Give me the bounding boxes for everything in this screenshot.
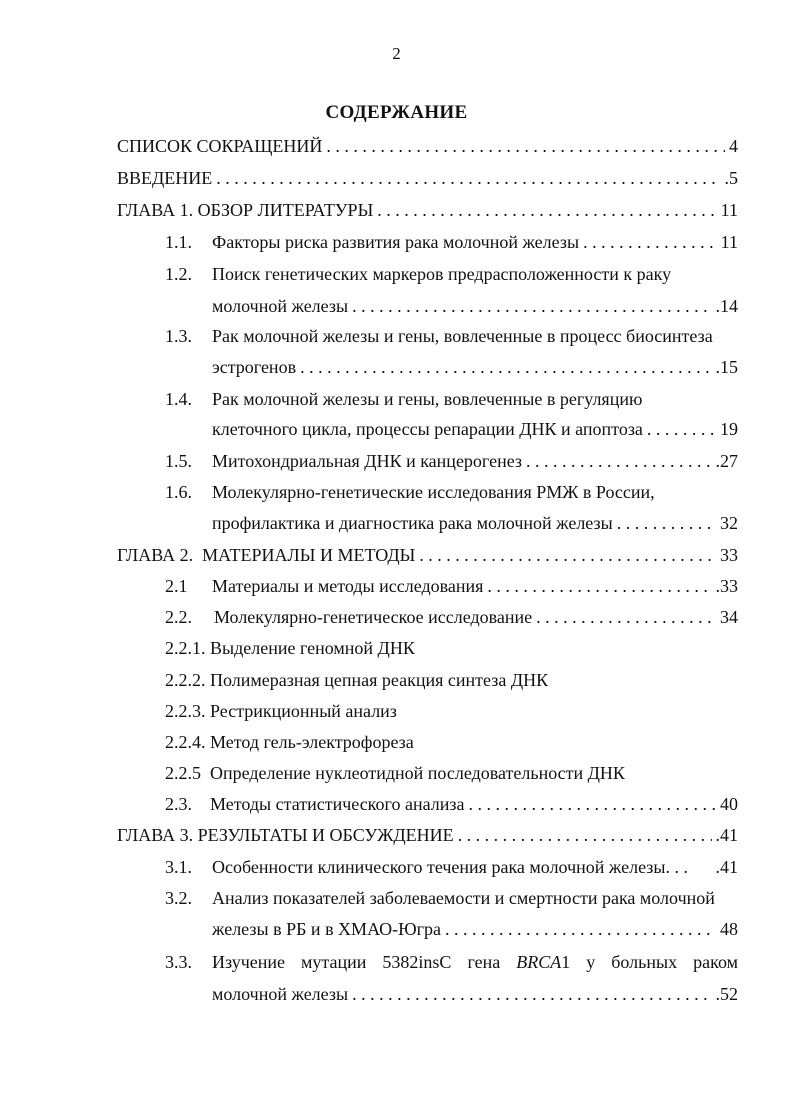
toc-page-number: .14 bbox=[715, 296, 738, 316]
toc-dot-leader bbox=[419, 546, 716, 564]
toc-page-number: .52 bbox=[715, 984, 738, 1004]
toc-page-number: .5 bbox=[724, 168, 738, 188]
toc-dot-leader bbox=[352, 985, 711, 1003]
toc-entry-line bbox=[212, 390, 738, 408]
toc-entry-text: Поиск генетических маркеров предрасположенности к раку bbox=[212, 264, 672, 284]
toc-entry-text: Особенности клинического течения рака молочной железы. . . bbox=[212, 857, 688, 877]
toc-entry-line bbox=[212, 953, 738, 971]
toc-entry-text: клеточного цикла, процессы репарации ДНК и апоптоза bbox=[212, 419, 643, 439]
toc-page-number: 33 bbox=[720, 545, 738, 565]
toc-page-number: 11 bbox=[720, 200, 738, 220]
toc-title: СОДЕРЖАНИЕ bbox=[325, 102, 468, 123]
toc-entry-text: Полимеразная цепная реакция синтеза ДНК bbox=[210, 670, 549, 690]
toc-entry-line bbox=[212, 265, 738, 283]
toc-dot-leader bbox=[647, 420, 716, 438]
toc-entry[interactable] bbox=[212, 514, 738, 532]
toc-dot-leader bbox=[352, 297, 711, 315]
toc-page-number: 4 bbox=[729, 136, 738, 156]
toc-section-number: 1.4. bbox=[165, 389, 192, 409]
toc-section-number: 1.1. bbox=[165, 232, 192, 252]
toc-dot-leader bbox=[326, 137, 725, 155]
toc-entry-text: железы в РБ и в ХМАО-Югра bbox=[212, 919, 442, 939]
toc-entry[interactable] bbox=[210, 795, 738, 813]
toc-entry[interactable] bbox=[117, 546, 738, 564]
toc-entry[interactable] bbox=[212, 233, 738, 251]
toc-section-number: 1.5. bbox=[165, 451, 192, 471]
toc-entry-text: молочной железы bbox=[212, 296, 349, 316]
toc-section-number: 1.3. bbox=[165, 326, 192, 346]
toc-entry-text-part: 1 у больных раком bbox=[561, 952, 738, 972]
toc-entry-text: Факторы риска развития рака молочной железы bbox=[212, 232, 580, 252]
toc-entry-text: Метод гель-электрофореза bbox=[210, 732, 414, 752]
toc-dot-leader bbox=[445, 920, 716, 938]
page-number: 2 bbox=[392, 44, 401, 63]
toc-page-number: .41 bbox=[715, 825, 738, 845]
toc-entry[interactable] bbox=[212, 858, 738, 876]
toc-dot-leader bbox=[536, 608, 716, 626]
toc-entry[interactable] bbox=[212, 920, 738, 938]
toc-entry[interactable] bbox=[212, 420, 738, 438]
toc-entry-text: Методы статистического анализа bbox=[210, 794, 465, 814]
toc-section-number: 1.6. bbox=[165, 482, 192, 502]
toc-entry-line bbox=[212, 889, 738, 907]
toc-entry-text-part: Изучение мутации 5382insC гена bbox=[212, 952, 517, 972]
toc-dot-leader bbox=[468, 795, 716, 813]
toc-entry-text: Материалы и методы исследования bbox=[212, 576, 484, 596]
toc-entry[interactable] bbox=[214, 608, 738, 626]
toc-entry-text: Молекулярно-генетическое исследование bbox=[214, 607, 533, 627]
toc-entry[interactable] bbox=[212, 358, 738, 376]
toc-section-number: 3.1. bbox=[165, 857, 192, 877]
toc-entry[interactable] bbox=[117, 169, 738, 187]
toc-dot-leader bbox=[377, 201, 716, 219]
toc-entry-text: ВВЕДЕНИЕ bbox=[117, 168, 213, 188]
toc-entry-line bbox=[212, 327, 738, 345]
toc-section-number: 2.2.2. bbox=[165, 670, 206, 690]
toc-section-number: 2.2.4. bbox=[165, 732, 206, 752]
toc-dot-leader bbox=[617, 514, 716, 532]
toc-entry-text: Анализ показателей заболеваемости и смертности рака молочной bbox=[212, 888, 715, 908]
toc-page-number: 40 bbox=[720, 794, 738, 814]
toc-page-number: 48 bbox=[720, 919, 738, 939]
toc-section-number: 1.2. bbox=[165, 264, 192, 284]
toc-entry[interactable] bbox=[165, 733, 414, 751]
toc-page-number: .27 bbox=[715, 451, 738, 471]
toc-entry[interactable] bbox=[117, 137, 738, 155]
toc-page-number: .15 bbox=[715, 357, 738, 377]
toc-section-number: 2.2.5 bbox=[165, 763, 201, 783]
toc-entry-text: СПИСОК СОКРАЩЕНИЙ bbox=[117, 136, 323, 156]
toc-page-number: 34 bbox=[720, 607, 738, 627]
toc-entry-text: Рестрикционный анализ bbox=[210, 701, 397, 721]
toc-entry[interactable] bbox=[165, 764, 625, 782]
toc-entry-text: Рак молочной железы и гены, вовлеченные в регуляцию bbox=[212, 389, 643, 409]
toc-section-number: 3.3. bbox=[165, 952, 192, 972]
toc-entry[interactable] bbox=[165, 639, 415, 657]
toc-entry-text: Молекулярно-генетические исследования РМЖ в России, bbox=[212, 482, 655, 502]
toc-entry[interactable] bbox=[212, 452, 738, 470]
toc-section-number: 2.1 bbox=[165, 576, 188, 596]
toc-entry-text: Митохондриальная ДНК и канцерогенез bbox=[212, 451, 523, 471]
toc-dot-leader bbox=[300, 358, 711, 376]
toc-entry[interactable] bbox=[212, 297, 738, 315]
toc-dot-leader bbox=[487, 577, 711, 595]
toc-section-number: 2.2.1. bbox=[165, 638, 206, 658]
toc-entry[interactable] bbox=[212, 985, 738, 1003]
toc-entry-text bbox=[212, 952, 738, 972]
toc-entry-text: Рак молочной железы и гены, вовлеченные в процесс биосинтеза bbox=[212, 326, 713, 346]
toc-section-number: 2.2. bbox=[165, 607, 192, 627]
toc-entry[interactable] bbox=[165, 671, 548, 689]
toc-page-number: 32 bbox=[720, 513, 738, 533]
toc-entry-text: Выделение геномной ДНК bbox=[210, 638, 415, 658]
toc-section-number: 2.2.3. bbox=[165, 701, 206, 721]
toc-entry-text: эстрогенов bbox=[212, 357, 297, 377]
toc-page-number: 11 bbox=[720, 232, 738, 252]
gene-name: BRCA bbox=[516, 952, 562, 972]
toc-entry-text: ГЛАВА 1. ОБЗОР ЛИТЕРАТУРЫ bbox=[117, 200, 374, 220]
toc-section-number: 2.3. bbox=[165, 794, 192, 814]
toc-entry-text: ГЛАВА 2. МАТЕРИАЛЫ И МЕТОДЫ bbox=[117, 545, 416, 565]
toc-dot-leader bbox=[526, 452, 711, 470]
toc-page-number: .33 bbox=[715, 576, 738, 596]
toc-entry[interactable] bbox=[212, 577, 738, 595]
toc-page-number: 19 bbox=[720, 419, 738, 439]
toc-page-number: .41 bbox=[715, 857, 738, 877]
toc-dot-leader bbox=[583, 233, 717, 251]
toc-section-number: 3.2. bbox=[165, 888, 192, 908]
toc-entry[interactable] bbox=[117, 201, 738, 219]
toc-entry[interactable] bbox=[165, 702, 397, 720]
toc-entry-line bbox=[212, 483, 738, 501]
toc-entry-text: ГЛАВА 3. РЕЗУЛЬТАТЫ И ОБСУЖДЕНИЕ bbox=[117, 825, 454, 845]
toc-dot-leader bbox=[216, 169, 720, 187]
toc-dot-leader bbox=[458, 826, 712, 844]
toc-entry-text: молочной железы bbox=[212, 984, 349, 1004]
toc-entry-text: Определение нуклеотидной последовательности ДНК bbox=[210, 763, 625, 783]
toc-entry[interactable] bbox=[117, 826, 738, 844]
toc-entry-text: профилактика и диагностика рака молочной железы bbox=[212, 513, 613, 533]
